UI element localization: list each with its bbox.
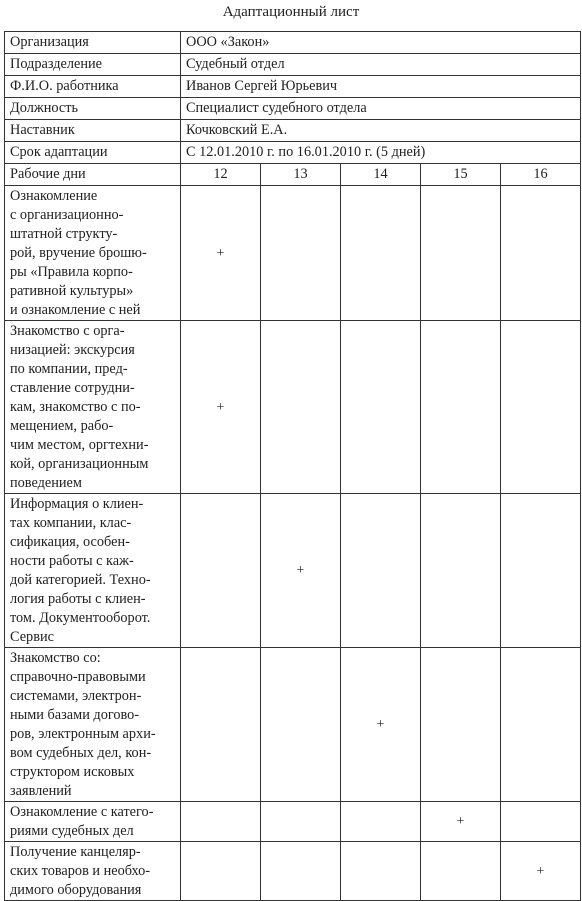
day-cell	[261, 648, 341, 802]
activity-line: ности работы с каж-	[10, 553, 134, 569]
info-label: Подразделение	[5, 54, 181, 76]
info-label: Организация	[5, 32, 181, 54]
activity-row	[5, 321, 581, 494]
activity-line: системами, электрон-	[10, 688, 142, 704]
day-cell	[181, 648, 261, 802]
activity-line: ских товаров и необхо-	[10, 863, 151, 879]
info-value: Кочковский Е.А.	[181, 120, 581, 142]
day-header: 15	[421, 164, 501, 186]
activity-line: Знакомство с орга-	[10, 323, 125, 339]
activity-line: ров, электронным архи-	[10, 726, 156, 742]
info-label: Срок адаптации	[5, 142, 181, 164]
activity-line: поведением	[10, 475, 82, 491]
activity-line: логия работы с клиен-	[10, 591, 146, 607]
activity-line: ры «Правила корпо-	[10, 264, 133, 280]
day-cell	[501, 842, 581, 901]
day-cell	[501, 321, 581, 494]
info-value: Иванов Сергей Юрьевич	[181, 76, 581, 98]
day-cell	[181, 321, 261, 494]
completed-mark: +	[376, 717, 385, 732]
info-row-mentor	[5, 120, 581, 142]
activity-line: заявлений	[10, 783, 72, 799]
activity-line: ными базами догово-	[10, 707, 140, 723]
document-title: Адаптационный лист	[222, 4, 360, 20]
activity-line: Получение канцеляр-	[10, 844, 141, 860]
activity-line: тах компании, клас-	[10, 515, 132, 531]
activity-description	[5, 802, 181, 842]
day-cell	[501, 494, 581, 648]
activity-line: вом судебных дел, кон-	[10, 745, 152, 761]
activity-line: с организационно-	[10, 207, 124, 223]
info-row-organization	[5, 32, 581, 54]
day-cell	[421, 494, 501, 648]
activity-row	[5, 842, 581, 901]
day-cell	[341, 802, 421, 842]
activity-line: кой, организационным	[10, 456, 149, 472]
activity-line: Сервис	[10, 629, 54, 645]
activity-line: димого оборудования	[10, 882, 142, 898]
activity-line: чим местом, оргтехни-	[10, 437, 149, 453]
info-row-position	[5, 98, 581, 120]
info-row-employee	[5, 76, 581, 98]
info-value: С 12.01.2010 г. по 16.01.2010 г. (5 дней)	[181, 142, 581, 164]
activity-description	[5, 648, 181, 802]
day-cell	[501, 802, 581, 842]
activity-line: штатной структу-	[10, 226, 118, 242]
activity-description	[5, 321, 181, 494]
day-header: 14	[341, 164, 421, 186]
day-cell	[421, 802, 501, 842]
day-cell	[421, 648, 501, 802]
day-cell	[421, 842, 501, 901]
days-header-row	[5, 164, 581, 186]
activity-line: рой, вручение брошю-	[10, 245, 147, 261]
info-row-period	[5, 142, 581, 164]
adaptation-table	[4, 31, 581, 901]
day-cell	[181, 802, 261, 842]
info-value: Специалист судебного отдела	[181, 98, 581, 120]
day-cell	[261, 321, 341, 494]
activity-line: Ознакомление с катего-	[10, 804, 154, 820]
activity-line: мещением, рабо-	[10, 418, 114, 434]
activity-description	[5, 494, 181, 648]
activity-line: дой категорией. Техно-	[10, 572, 151, 588]
activity-line: том. Документооборот.	[10, 610, 151, 626]
completed-mark: +	[456, 814, 465, 829]
activity-line: по компании, пред-	[10, 361, 128, 377]
activity-description	[5, 842, 181, 901]
day-cell	[341, 648, 421, 802]
activity-row	[5, 802, 581, 842]
day-cell	[501, 186, 581, 321]
day-cell	[261, 186, 341, 321]
activity-row	[5, 494, 581, 648]
activity-line: и ознакомление с ней	[10, 302, 141, 318]
activity-line: низацией: экскурсия	[10, 342, 135, 358]
days-label: Рабочие дни	[5, 164, 181, 186]
completed-mark: +	[216, 399, 225, 415]
info-label: Наставник	[5, 120, 181, 142]
activity-line: Информация о клиен-	[10, 496, 144, 512]
day-cell	[421, 321, 501, 494]
info-value: ООО «Закон»	[181, 32, 581, 54]
day-cell	[341, 842, 421, 901]
activity-line: ративной культуры»	[10, 283, 134, 299]
day-cell	[261, 842, 341, 901]
info-label: Должность	[5, 98, 181, 120]
day-cell	[421, 186, 501, 321]
activity-line: Знакомство со:	[10, 650, 101, 666]
activity-line: риями судебных дел	[10, 823, 134, 839]
activity-row	[5, 186, 581, 321]
day-cell	[261, 802, 341, 842]
activity-line: структором исковых	[10, 764, 135, 780]
day-header: 16	[501, 164, 581, 186]
info-label: Ф.И.О. работника	[5, 76, 181, 98]
day-cell	[181, 494, 261, 648]
day-cell	[341, 321, 421, 494]
completed-mark: +	[296, 563, 305, 578]
day-cell	[341, 494, 421, 648]
info-value: Судебный отдел	[181, 54, 581, 76]
day-header: 13	[261, 164, 341, 186]
day-cell	[341, 186, 421, 321]
activity-description	[5, 186, 181, 321]
activity-row	[5, 648, 581, 802]
activity-line: ставление сотрудни-	[10, 380, 135, 396]
completed-mark: +	[536, 863, 545, 879]
day-cell	[181, 186, 261, 321]
activity-line: справочно-правовыми	[10, 669, 146, 685]
day-cell	[181, 842, 261, 901]
day-cell	[501, 648, 581, 802]
activity-line: Ознакомление	[10, 188, 98, 204]
day-cell	[261, 494, 341, 648]
activity-line: кам, знакомство с по-	[10, 399, 141, 415]
info-row-department	[5, 54, 581, 76]
day-header: 12	[181, 164, 261, 186]
activity-line: сификация, особен-	[10, 534, 130, 550]
completed-mark: +	[216, 245, 225, 261]
